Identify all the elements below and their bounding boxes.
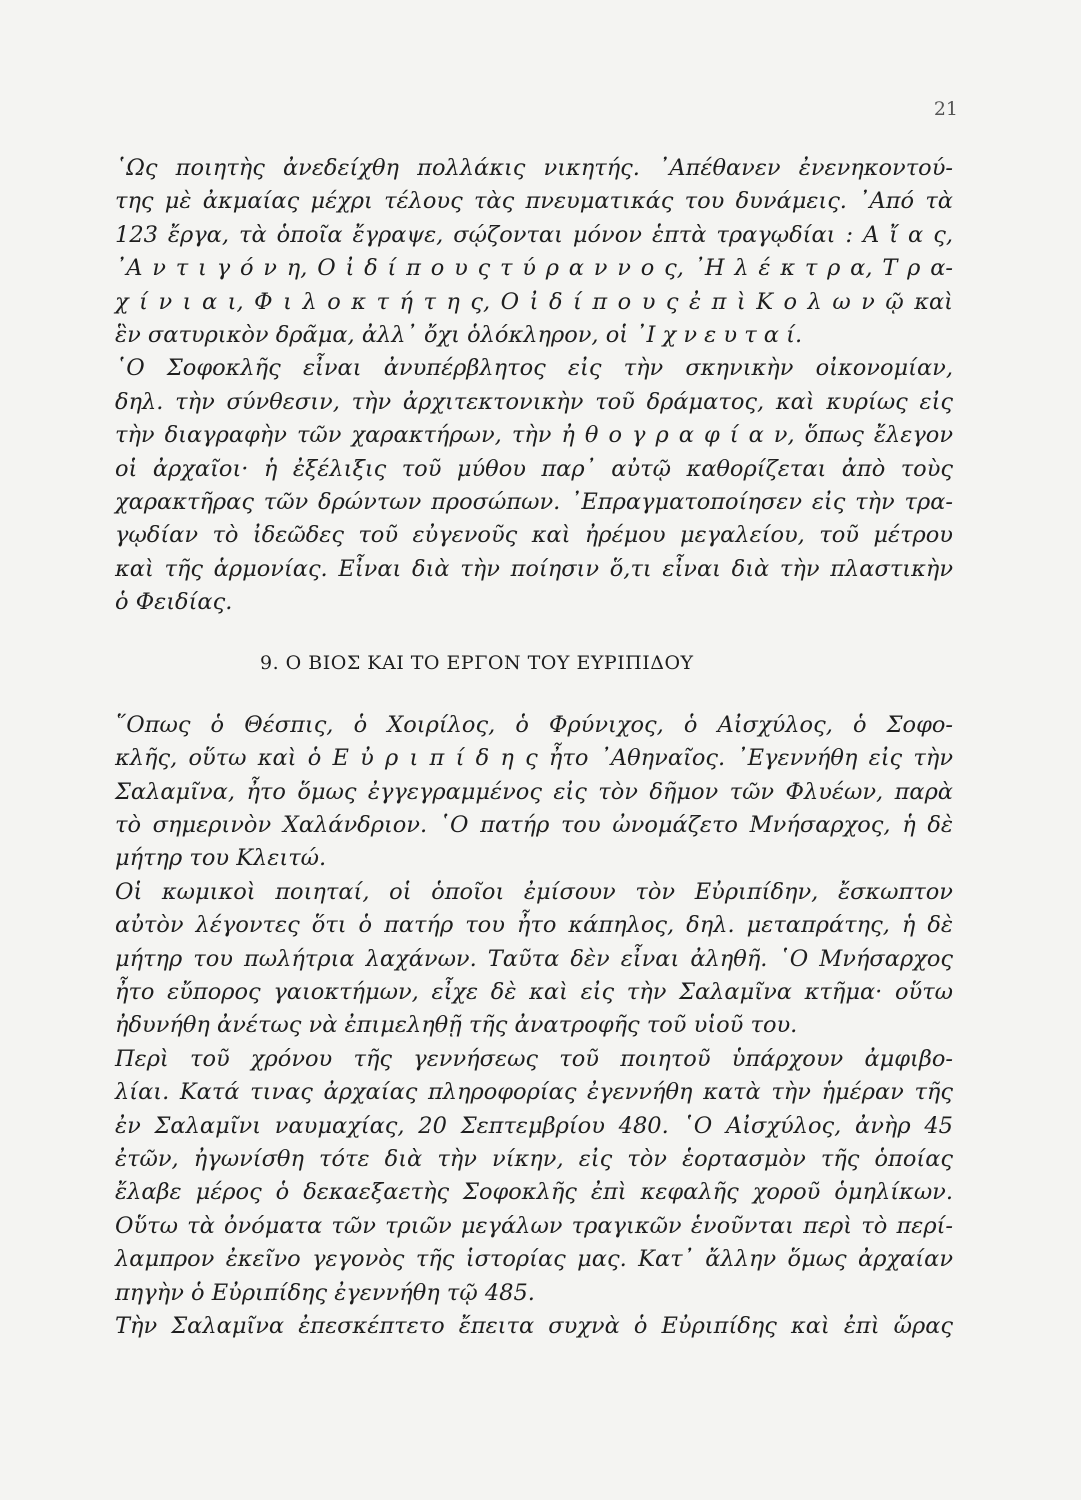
text-line: ᾿Α ν τ ι γ ό ν η, Ο ἰ δ ί π ο υ ς τ ύ ρ α ν ν ο ς, ᾿Η λ έ κ τ ρ α, Τ ρ α-	[115, 255, 953, 282]
text-line: Οἱ κωμικοὶ ποιηταί, οἱ ὁποῖοι ἐμίσουν τὸν Εὐριπίδην, ἔσκωπτον	[115, 878, 953, 905]
text-line: μήτηρ του Κλειτώ.	[115, 845, 327, 872]
spacer	[115, 619, 953, 647]
text-line: ἠδυνήθη ἀνέτως νὰ ἐπιμεληθῇ τῆς ἀνατροφῆς τοῦ υἱοῦ του.	[115, 1012, 798, 1039]
text-line: χαρακτῆρας τῶν δρώντων προσώπων. ᾿Επραγματοποίησεν εἰς τὴν τρα-	[115, 488, 953, 515]
text-line: ὁ Φειδίας.	[115, 589, 233, 616]
body-text	[115, 152, 953, 1343]
text-line: 123 ἔργα, τὰ ὁποῖα ἔγραψε, σῴζονται μόνον ἑπτὰ τραγῳδίαι : Α ἴ α ς,	[115, 221, 953, 248]
euripides-section	[115, 709, 953, 1343]
text-line: ἐτῶν, ἠγωνίσθη τότε διὰ τὴν νίκην, εἰς τὸν ἑορτασμὸν τῆς ὁποίας	[115, 1145, 953, 1172]
text-line: πηγὴν ὁ Εὐριπίδης ἐγεννήθη τῷ 485.	[115, 1279, 535, 1306]
text-line: ῞Οπως ὁ Θέσπις, ὁ Χοιρίλος, ὁ Φρύνιχος, ὁ Αἰσχύλος, ὁ Σοφο-	[115, 711, 953, 738]
text-line: οἱ ἀρχαῖοι· ἡ ἐξέλιξις τοῦ μύθου παρ᾿ αὐτῷ καθορίζεται ἀπὸ τοὺς	[115, 455, 953, 482]
spacer	[115, 681, 953, 709]
text-line: κλῆς, οὕτω καὶ ὁ Ε ὐ ρ ι π ί δ η ς ἦτο ᾿Αθηναῖος. ᾿Εγεννήθη εἰς τὴν	[115, 745, 953, 772]
section-heading: 9. Ο ΒΙΟΣ ΚΑΙ ΤΟ ΕΡΓΟΝ ΤΟΥ ΕΥΡΙΠΙΔΟΥ	[260, 652, 694, 675]
text-line: ῾Ο Σοφοκλῆς εἶναι ἀνυπέρβλητος εἰς τὴν σκηνικὴν οἰκονομίαν,	[115, 355, 953, 382]
text-line: της μὲ ἀκμαίας μέχρι τέλους τὰς πνευματικάς του δυνάμεις. ᾿Από τὰ	[115, 188, 953, 215]
text-line: μήτηρ του πωλήτρια λαχάνων. Ταῦτα δὲν εἶναι ἀληθῆ. ῾Ο Μνήσαρχος	[115, 945, 953, 972]
text-line: ἓν σατυρικὸν δρᾶμα, ἀλλ᾿ ὄχι ὁλόκληρον, οἱ ᾿Ι χ ν ε υ τ α ί.	[115, 321, 803, 348]
text-line: δηλ. τὴν σύνθεσιν, τὴν ἀρχιτεκτονικὴν τοῦ δράματος, καὶ κυρίως εἰς	[115, 388, 953, 415]
text-line: ῾Ως ποιητὴς ἀνεδείχθη πολλάκις νικητής. ᾿Απέθανεν ἐνενηκοντού-	[115, 155, 953, 181]
text-line: Σαλαμῖνα, ἦτο ὅμως ἐγγεγραμμένος εἰς τὸν δῆμον τῶν Φλυέων, παρὰ	[115, 778, 953, 805]
page-number: 21	[933, 98, 958, 120]
text-line: αὐτὸν λέγοντες ὅτι ὁ πατήρ του ἦτο κάπηλος, δηλ. μεταπράτης, ἡ δὲ	[115, 912, 953, 939]
text-line: λαμπρον ἐκεῖνο γεγονὸς τῆς ἱστορίας μας. Κατ᾿ ἄλλην ὅμως ἀρχαίαν	[115, 1246, 953, 1273]
sophocles-section-end	[115, 152, 953, 619]
text-line: γῳδίαν τὸ ἰδεῶδες τοῦ εὐγενοῦς καὶ ἠρέμου μεγαλείου, τοῦ μέτρου	[115, 522, 953, 549]
text-line: Τὴν Σαλαμῖνα ἐπεσκέπτετο ἔπειτα συχνὰ ὁ Εὐριπίδης καὶ ἐπὶ ὥρας	[115, 1312, 953, 1339]
text-line: ἐν Σαλαμῖνι ναυμαχίας, 20 Σεπτεμβρίου 480. ῾Ο Αἰσχύλος, ἀνὴρ 45	[115, 1112, 953, 1139]
text-line: λίαι. Κατά τινας ἀρχαίας πληροφορίας ἐγεννήθη κατὰ τὴν ἡμέραν τῆς	[115, 1079, 953, 1106]
text-line: τὴν διαγραφὴν τῶν χαρακτήρων, τὴν ἠ θ ο γ ρ α φ ί α ν, ὅπως ἔλεγον	[115, 422, 953, 449]
text-line: Οὕτω τὰ ὀνόματα τῶν τριῶν μεγάλων τραγικῶν ἑνοῦνται περὶ τὸ περί-	[115, 1212, 953, 1239]
text-line: ἦτο εὔπορος γαιοκτήμων, εἶχε δὲ καὶ εἰς τὴν Σαλαμῖνα κτῆμα· οὕτω	[115, 978, 953, 1005]
text-line: τὸ σημερινὸν Χαλάνδριον. ῾Ο πατήρ του ὠνομάζετο Μνήσαρχος, ἡ δὲ	[115, 812, 953, 839]
text-line: χ ί ν ι α ι, Φ ι λ ο κ τ ή τ η ς, Ο ἰ δ ί π ο υ ς ἐ π ὶ Κ ο λ ω ν ῷ καὶ	[115, 288, 953, 315]
text-line: καὶ τῆς ἁρμονίας. Εἶναι διὰ τὴν ποίησιν ὅ,τι εἶναι διὰ τὴν πλαστικὴν	[115, 555, 953, 582]
text-line: Περὶ τοῦ χρόνου τῆς γεννήσεως τοῦ ποιητοῦ ὑπάρχουν ἀμφιβο-	[115, 1045, 953, 1072]
text-line: ἔλαβε μέρος ὁ δεκαεξαετὴς Σοφοκλῆς ἐπὶ κεφαλῆς χοροῦ ὁμηλίκων.	[115, 1179, 953, 1206]
